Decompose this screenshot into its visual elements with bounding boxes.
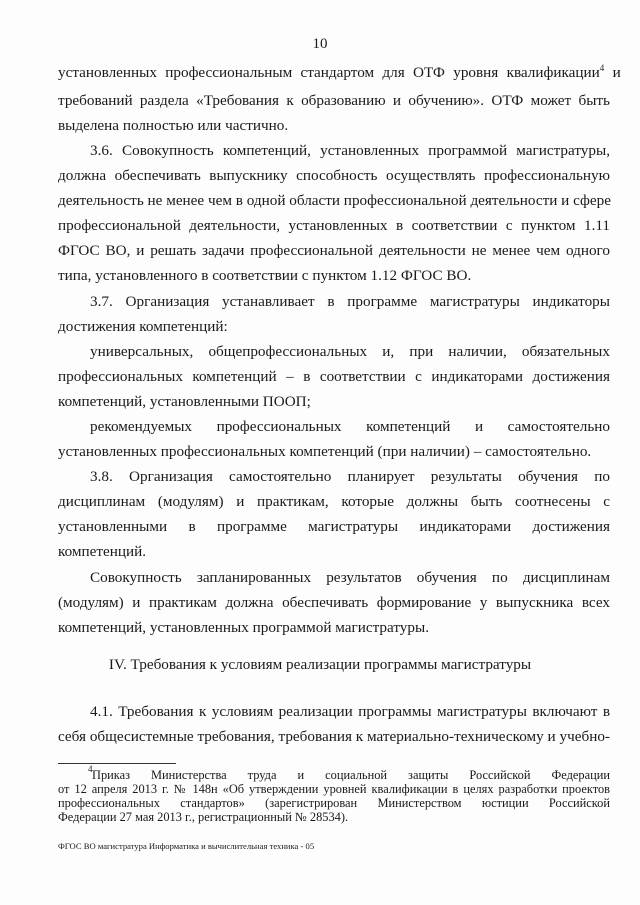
paragraph-line: достижения компетенций: [58,318,228,335]
paragraph-line: (модулям) и практикам должна обеспечивать формирование у выпускника всех [58,594,610,611]
page-footer: ФГОС ВО магистратура Информатика и вычислительная техника - 05 [58,841,315,851]
paragraph-line: деятельность не менее чем в одной области профессиональной деятельности и сфере [58,192,611,209]
paragraph-line: 3.8. Организация самостоятельно планирует результаты обучения по [90,468,610,485]
line-text-suffix: и [604,64,621,81]
paragraph-line: профессиональной деятельности, установленных в соответствии с пунктом 1.11 [58,217,610,234]
paragraph-line: типа, установленного в соответствии с пунктом 1.12 ФГОС ВО. [58,267,472,284]
paragraph-line: дисциплинам (модулям) и практикам, которые должны быть соотнесены с [58,493,610,510]
paragraph-line: универсальных, общепрофессиональных и, при наличии, обязательных [90,343,610,360]
paragraph-line [58,63,621,82]
line-text: установленных профессиональным стандартом для ОТФ уровня квалификации [58,64,600,81]
page-number: 10 [312,36,328,52]
paragraph-line: 3.7. Организация устанавливает в программе магистратуры индикаторы [90,293,610,310]
paragraph-line: компетенций. [58,543,147,560]
paragraph-line: 3.6. Совокупность компетенций, установленных программой магистратуры, [90,142,610,159]
paragraph-line: компетенций, установленными ПООП; [58,393,311,410]
paragraph-line: рекомендуемых профессиональных компетенций и самостоятельно [90,418,610,435]
paragraph-line: выделена полностью или частично. [58,117,289,134]
footnote-ref[interactable]: 4 [599,63,605,73]
paragraph-line: 4.1. Требования к условиям реализации программы магистратуры включают в [90,703,610,720]
paragraph-line: установленными в программе магистратуры индикаторами достижения [58,518,610,535]
paragraph-line: профессиональных компетенций – в соответствии с индикаторами достижения [58,368,610,385]
paragraph-line: требований раздела «Требования к образованию и обучению». ОТФ может быть [58,92,610,109]
paragraph-line: Совокупность запланированных результатов обучения по дисциплинам [90,569,610,586]
footnote-number: 4 [88,764,93,774]
footnote-line-text: Приказ Министерства труда и социальной защиты Российской Федерации [92,768,610,782]
footnote-line: Федерации 27 мая 2013 г., регистрационный № 28534). [58,810,349,824]
paragraph-line: ФГОС ВО, и решать задачи профессиональной деятельности не менее чем одного [58,242,610,259]
footnote-line: профессиональных стандартов» (зарегистрирован Министерством юстиции Российской [58,796,610,810]
footnote-separator [58,763,176,764]
paragraph-line: компетенций, установленных программой магистратуры. [58,619,429,636]
paragraph-line: должна обеспечивать выпускнику способность осуществлять профессиональную [58,167,610,184]
section-heading: IV. Требования к условиям реализации программы магистратуры [108,656,532,673]
footnote-line [92,768,610,782]
paragraph-line: себя общесистемные требования, требования к материально-техническому и учебно- [58,728,610,745]
paragraph-line: установленных профессиональных компетенций (при наличии) – самостоятельно. [58,443,592,460]
footnote-line: от 12 апреля 2013 г. № 148н «Об утверждении уровней квалификации в целях разработки проектов [58,782,610,796]
